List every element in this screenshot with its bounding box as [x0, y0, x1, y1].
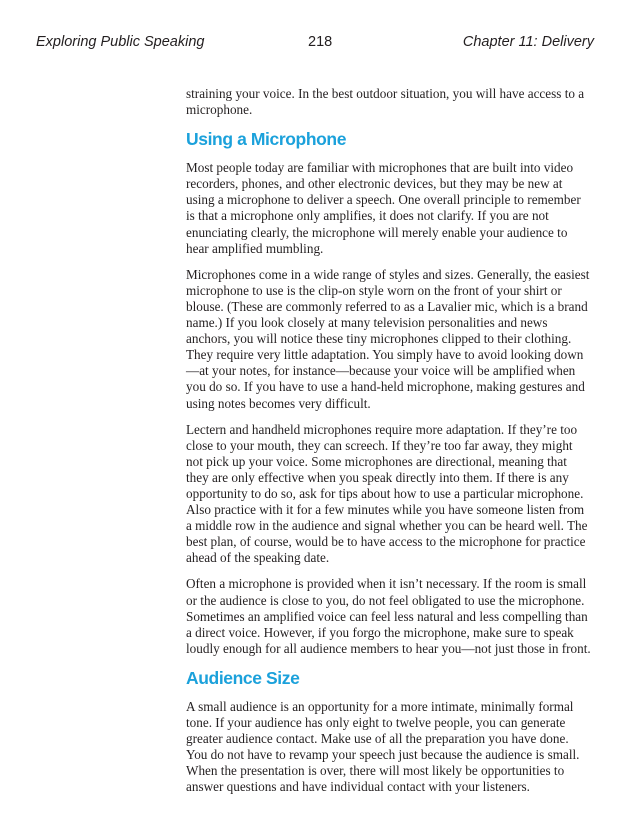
section-heading-using-a-microphone: Using a Microphone	[186, 129, 347, 150]
paragraph: A small audience is an opportunity for a more intimate, minimally formal tone. If your audience has only eight to twelve people, you can generate greater audience contact. Make use of all the preparation you have done. You do not have to revamp your speech just because the audience is small. When the presentation is over, there will most likely be opportunities to answer questions and have individual contact with your listeners.	[186, 698, 580, 795]
page-number: 218	[308, 34, 333, 50]
body-column	[186, 86, 592, 805]
paragraph: Most people today are familiar with microphones that are built into video recorders, phones, and other electronic devices, but they may be new at using a microphone to deliver a speech. One overall principle to remember is that a microphone only amplifies, it does not clarify. If you are not enunciating clearly, the microphone will merely enable your audience to hear amplified mumbling.	[186, 160, 581, 256]
paragraph: Often a microphone is provided when it isn’t necessary. If the room is small or the audience is close to you, do not feel obligated to use the microphone. Sometimes an amplified voice can feel less natural and less compelling than a direct voice. However, if you forgo the microphone, make sure to speak loudly enough for all audience members to hear you—not just those in front.	[186, 576, 591, 656]
intro-paragraph: straining your voice. In the best outdoor situation, you will have access to a microphone.	[186, 86, 585, 118]
chapter-title: Chapter 11: Delivery	[462, 34, 594, 50]
paragraph: Microphones come in a wide range of styles and sizes. Generally, the easiest microphone to use is the clip-on style worn on the front of your shirt or blouse. (These are commonly referred to as a Lavalier mic, which is a brand name.) If you look closely at many television personalities and news anchors, you will notice these tiny microphones clipped to their clothing. They require very little adaptation. You simply have to avoid looking down—at your notes, for instance—because your voice will be amplified when you do so. If you have to use a hand-held microphone, making gestures and using notes becomes very difficult.	[186, 266, 590, 411]
paragraph: Lectern and handheld microphones require more adaptation. If they’re too close to your mouth, they can screech. If they’re too far away, they might not pick up your voice. Some microphones are directional, meaning that they are only effective when you speak directly into them. If there is any opportunity to do so, ask for tips about how to use a particular microphone. Also practice with it for a few minutes while you have someone listen from a middle row in the audience and signal whether you can be heard well. The best plan, of course, would be to have access to the microphone for practice ahead of the speaking date.	[186, 421, 588, 566]
book-title: Exploring Public Speaking	[36, 34, 205, 50]
section-heading-audience-size: Audience Size	[186, 667, 300, 688]
